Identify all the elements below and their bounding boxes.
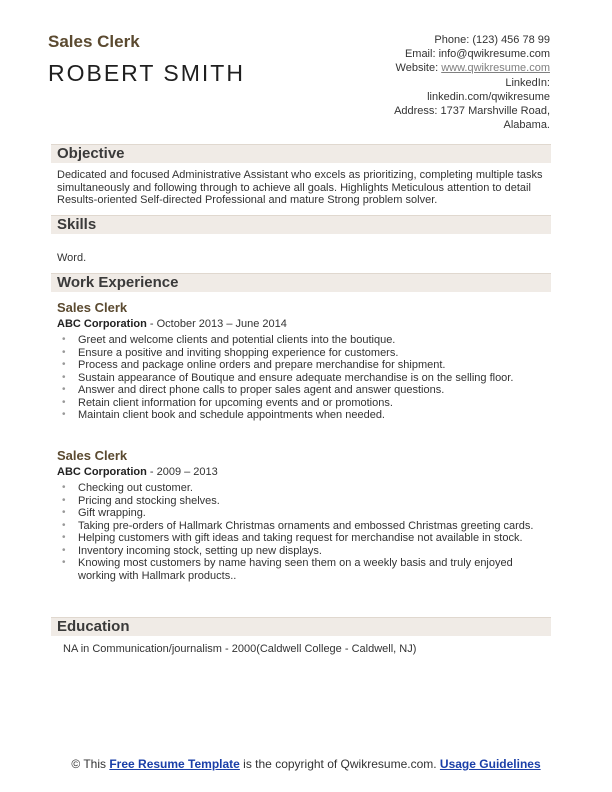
objective-text: Dedicated and focused Administrative Assistant who excels as prioritizing, completing multiple tasks simultaneously and following through to achieve all goals. Highlights Meticulous attention to detail Results-oriented Self-directed Professional and mature Strong problem solver.	[57, 169, 543, 207]
job-2-dates: - 2009 – 2013	[146, 466, 218, 478]
resume-header	[48, 32, 245, 86]
list-item: • Maintain client book and schedule appointments when needed.	[57, 409, 547, 422]
contact-email	[394, 47, 550, 61]
skills-section-header	[51, 215, 551, 234]
list-item: • Sustain appearance of Boutique and ensure adequate merchandise is on the selling floor.	[57, 372, 547, 385]
objective-heading: Objective	[57, 145, 125, 162]
skills-heading: Skills	[57, 216, 97, 233]
job-2-company-line	[57, 466, 218, 479]
skills-text: Word.	[57, 252, 87, 264]
objective-section-header	[51, 144, 551, 163]
job-1-company-line	[57, 318, 287, 331]
list-item: • Helping customers with gift ideas and taking request for merchandise not available in stock.	[57, 532, 547, 545]
website-label: Website:	[395, 62, 439, 75]
usage-guidelines-link[interactable]: Usage Guidelines	[439, 757, 541, 771]
email-value: info@qwikresume.com	[438, 48, 550, 61]
contact-linkedin-value: linkedin.com/qwikresume	[427, 90, 550, 103]
copyright-footer	[0, 757, 612, 771]
job-1-bullets	[57, 334, 547, 422]
list-item: • Greet and welcome clients and potential clients into the boutique.	[57, 334, 547, 347]
address-label: Address:	[394, 105, 438, 118]
education-heading: Education	[57, 618, 130, 635]
free-resume-template-link[interactable]: Free Resume Template	[109, 757, 240, 771]
website-link[interactable]: www.qwikresume.com	[441, 62, 550, 75]
education-section-header	[51, 617, 551, 636]
contact-website	[394, 61, 550, 75]
candidate-name: ROBERT SMITH	[48, 60, 245, 86]
header-job-title: Sales Clerk	[48, 32, 140, 51]
contact-phone	[394, 33, 550, 47]
list-item: • Gift wrapping.	[57, 507, 547, 520]
contact-address	[394, 104, 550, 118]
job-1-company: ABC Corporation	[57, 318, 147, 330]
list-item: • Retain client information for upcoming events and or promotions.	[57, 397, 547, 410]
email-label: Email:	[404, 48, 436, 61]
address-line1: 1737 Marshville Road,	[440, 105, 550, 118]
list-item: • Ensure a positive and inviting shopping experience for customers.	[57, 347, 547, 360]
footer-prefix: © This	[71, 757, 110, 771]
list-item: • Taking pre-orders of Hallmark Christmas ornaments and embossed Christmas greeting cards.	[57, 520, 547, 533]
job-2-company: ABC Corporation	[57, 466, 147, 478]
contact-block	[394, 33, 550, 132]
work-heading: Work Experience	[57, 274, 179, 291]
job-1-title: Sales Clerk	[57, 300, 128, 315]
job-1-dates: - October 2013 – June 2014	[146, 318, 287, 330]
list-item: • Answer and direct phone calls to proper sales agent and answer questions.	[57, 384, 547, 397]
contact-address-line2: Alabama.	[503, 119, 550, 132]
phone-value: (123) 456 78 99	[472, 34, 550, 46]
job-2-title: Sales Clerk	[57, 448, 128, 463]
work-section-header	[51, 273, 551, 292]
contact-linkedin-label: LinkedIn:	[505, 76, 550, 89]
list-item: • Process and package online orders and prepare merchandise for shipment.	[57, 359, 547, 372]
education-text: NA in Communication/journalism - 2000(Caldwell College - Caldwell, NJ)	[63, 643, 417, 655]
list-item: • Pricing and stocking shelves.	[57, 495, 547, 508]
list-item: • Inventory incoming stock, setting up new displays.	[57, 545, 547, 558]
list-item: • Knowing most customers by name having seen them on a weekly basis and truly enjoyed working with Hallmark products..	[57, 557, 547, 582]
job-2-bullets	[57, 482, 547, 582]
phone-label: Phone:	[434, 34, 470, 46]
list-item: • Checking out customer.	[57, 482, 547, 495]
footer-middle: is the copyright of Qwikresume.com.	[239, 757, 440, 771]
